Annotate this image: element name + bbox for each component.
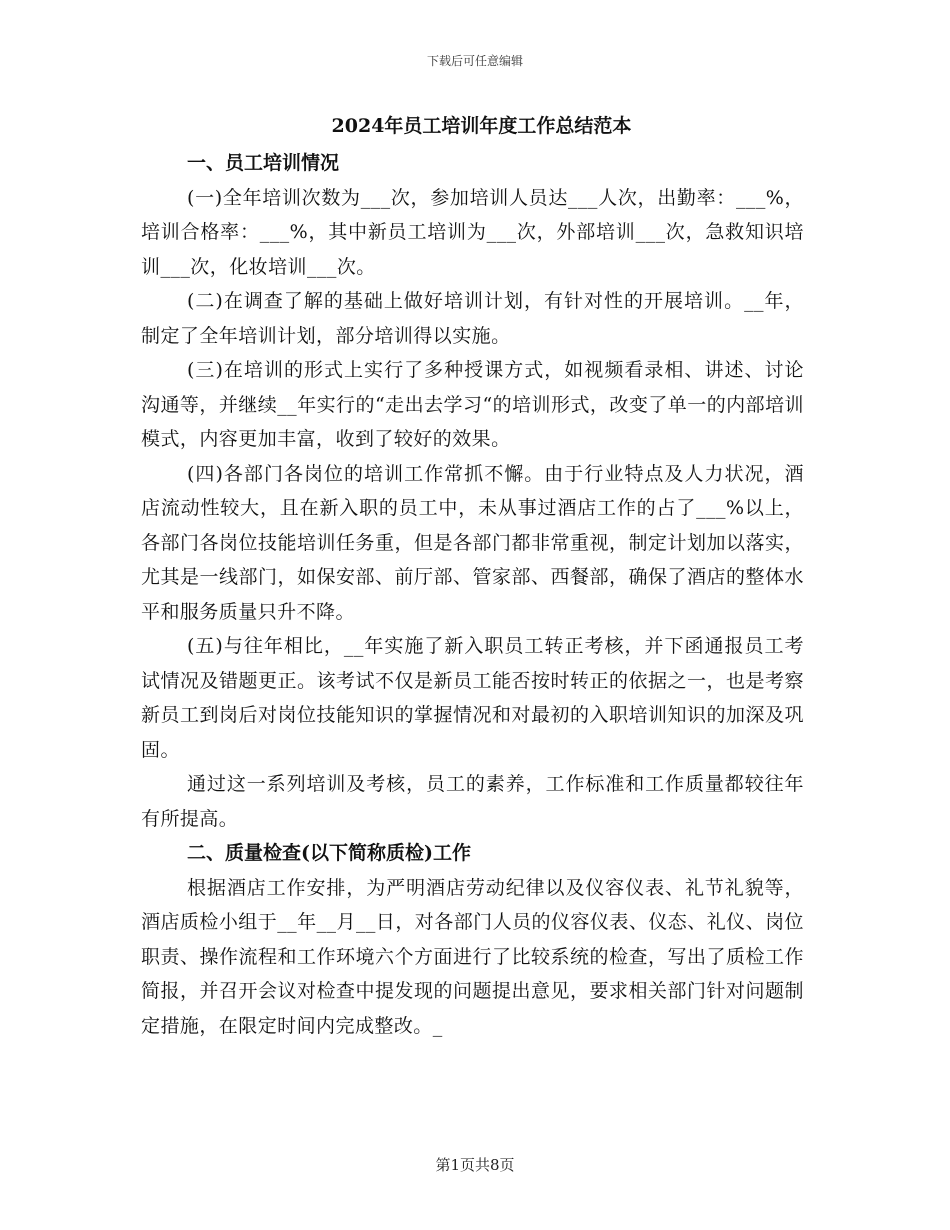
- paragraph-training-stats: (一)全年培训次数为___次，参加培训人员达___人次，出勤率：___%，培训合格率：___%，其中新员工培训为___次，外部培训___次，急救知识培训___次，化妆培训___次。: [141, 186, 804, 278]
- paragraph-department-training: (四)各部门各岗位的培训工作常抓不懈。由于行业特点及人力状况，酒店流动性较大，且在新入职的员工中，未从事过酒店工作的占了___%以上，各部门各岗位技能培训任务重，但是各部门都非常重视，制定计划加以落实，尤其是一线部门，如保安部、前厅部、管家部、西餐部，确保了酒店的整体水平和服务质量只升不降。: [141, 462, 804, 623]
- section-heading-quality-inspection: 二、质量检查(以下简称质检)工作: [187, 842, 471, 864]
- section-heading-staff-training: 一、员工培训情况: [187, 152, 340, 174]
- page-header-note: 下载后可任意编辑: [426, 54, 523, 68]
- document-title: 2024年员工培训年度工作总结范本: [331, 115, 632, 137]
- paragraph-training-plan: (二)在调查了解的基础上做好培训计划，有针对性的开展培训。__年，制定了全年培训计划，部分培训得以实施。: [141, 290, 804, 347]
- paragraph-probation-exam: (五)与往年相比，__年实施了新入职员工转正考核，并下函通报员工考试情况及错题更正。该考试不仅是新员工能否按时转正的依据之一，也是考察新员工到岗后对岗位技能知识的掌握情况和对最初的入职培训知识的加深及巩固。: [141, 635, 804, 761]
- paragraph-training-forms: (三)在培训的形式上实行了多种授课方式，如视频看录相、讲述、讨论沟通等，并继续__年实行的“走出去学习“的培训形式，改变了单一的内部培训模式，内容更加丰富，收到了较好的效果。: [141, 359, 804, 450]
- paragraph-quality-inspection: 根据酒店工作安排，为严明酒店劳动纪律以及仪容仪表、礼节礼貌等，酒店质检小组于__年__月__日，对各部门人员的仪容仪表、仪态、礼仪、岗位职责、操作流程和工作环境六个方面进行了比较系统的检查，写出了质检工作简报，并召开会议对检查中提发现的问题提出意见，要求相关部门针对问题制定措施，在限定时间内完成整改。_: [141, 876, 804, 1037]
- page-number: 第1页共8页: [435, 1156, 515, 1174]
- paragraph-training-summary: 通过这一系列培训及考核，员工的素养，工作标准和工作质量都较往年有所提高。: [141, 773, 804, 830]
- document-body: [141, 113, 804, 1043]
